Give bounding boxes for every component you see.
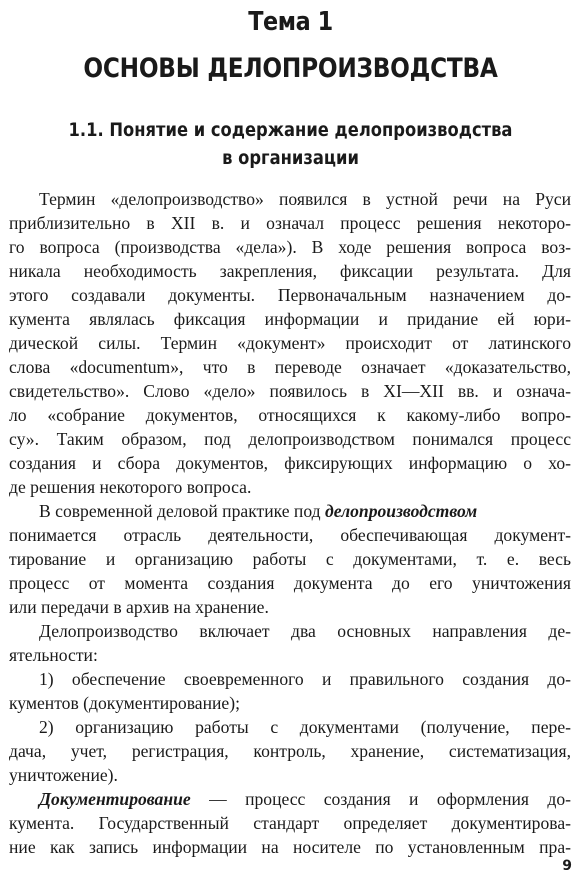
text-line: приблизительно в XII в. и означал процесс решения некоторо-: [9, 213, 571, 233]
text-line: го вопроса (производства «дела»). В ходе решения вопроса воз-: [9, 237, 571, 257]
text-line: су». Таким образом, под делопроизводством понимался процесс: [9, 429, 571, 449]
text-fragment: В современной деловой практике под: [39, 501, 325, 521]
text-line: создания и сбора документов, фиксирующих информацию о хо-: [9, 453, 571, 473]
text-line: уничтожение).: [9, 765, 118, 785]
list-item-1: 1) обеспечение своевременного и правильного создания до-: [39, 669, 571, 689]
text-line: кумента. Государственный стандарт определяет документирова-: [9, 813, 571, 833]
text-line: де решения некоторого вопроса.: [9, 477, 252, 497]
body-text: [9, 187, 571, 859]
section-heading-line-2: в организации: [222, 147, 359, 169]
text-line: процесс от момента создания документа до его уничтожения: [9, 573, 571, 593]
text-line: кумента являлась фиксация информации и придание ей юри-: [9, 309, 571, 329]
emphasized-term: делопроизводством: [324, 501, 478, 521]
text-line: или передачи в архив на хранение.: [9, 597, 269, 617]
text-line: этого создавали документы. Первоначальным назначением до-: [9, 285, 571, 305]
text-line: Делопроизводство включает два основных направления де-: [39, 621, 571, 641]
section-heading-line-1: 1.1. Понятие и содержание делопроизводства: [68, 119, 513, 141]
text-line: ние как запись информации на носителе по установленным пра-: [9, 837, 571, 857]
text-line: понимается отрасль деятельности, обеспечивающая документ-: [9, 525, 571, 545]
text-line: дической силы. Термин «документ» происходит от латинского: [9, 333, 571, 353]
text-line: дача, учет, регистрация, контроль, хранение, систематизация,: [9, 741, 571, 761]
text-line: ло «собрание документов, относящихся к какому-либо вопро-: [9, 405, 571, 425]
text-line: [9, 499, 571, 523]
text-line: свидетельство». Слово «дело» появилось в XI—XII вв. и означа-: [9, 381, 571, 401]
section-heading: [41, 116, 541, 172]
text-line: [9, 787, 571, 811]
text-line: никала необходимость закрепления, фиксации результата. Для: [9, 261, 571, 281]
text-line: Термин «делопроизводство» появился в устной речи на Руси: [39, 189, 571, 209]
topic-label: Тема 1: [248, 7, 333, 37]
text-line: тирование и организацию работы с документами, т. е. весь: [9, 549, 571, 569]
text-line: ятельности:: [9, 645, 98, 665]
list-item-2: 2) организацию работы с документами (получение, пере-: [39, 717, 571, 737]
page-number: 9: [562, 858, 572, 874]
text-fragment: — процесс создания и оформления до-: [190, 789, 571, 809]
emphasized-term: Документирование: [39, 789, 191, 809]
chapter-title: ОСНОВЫ ДЕЛОПРОИЗВОДСТВА: [83, 53, 498, 84]
text-line: кументов (документирование);: [9, 693, 240, 713]
text-line: слова «documentum», что в переводе означает «доказательство,: [9, 357, 571, 377]
